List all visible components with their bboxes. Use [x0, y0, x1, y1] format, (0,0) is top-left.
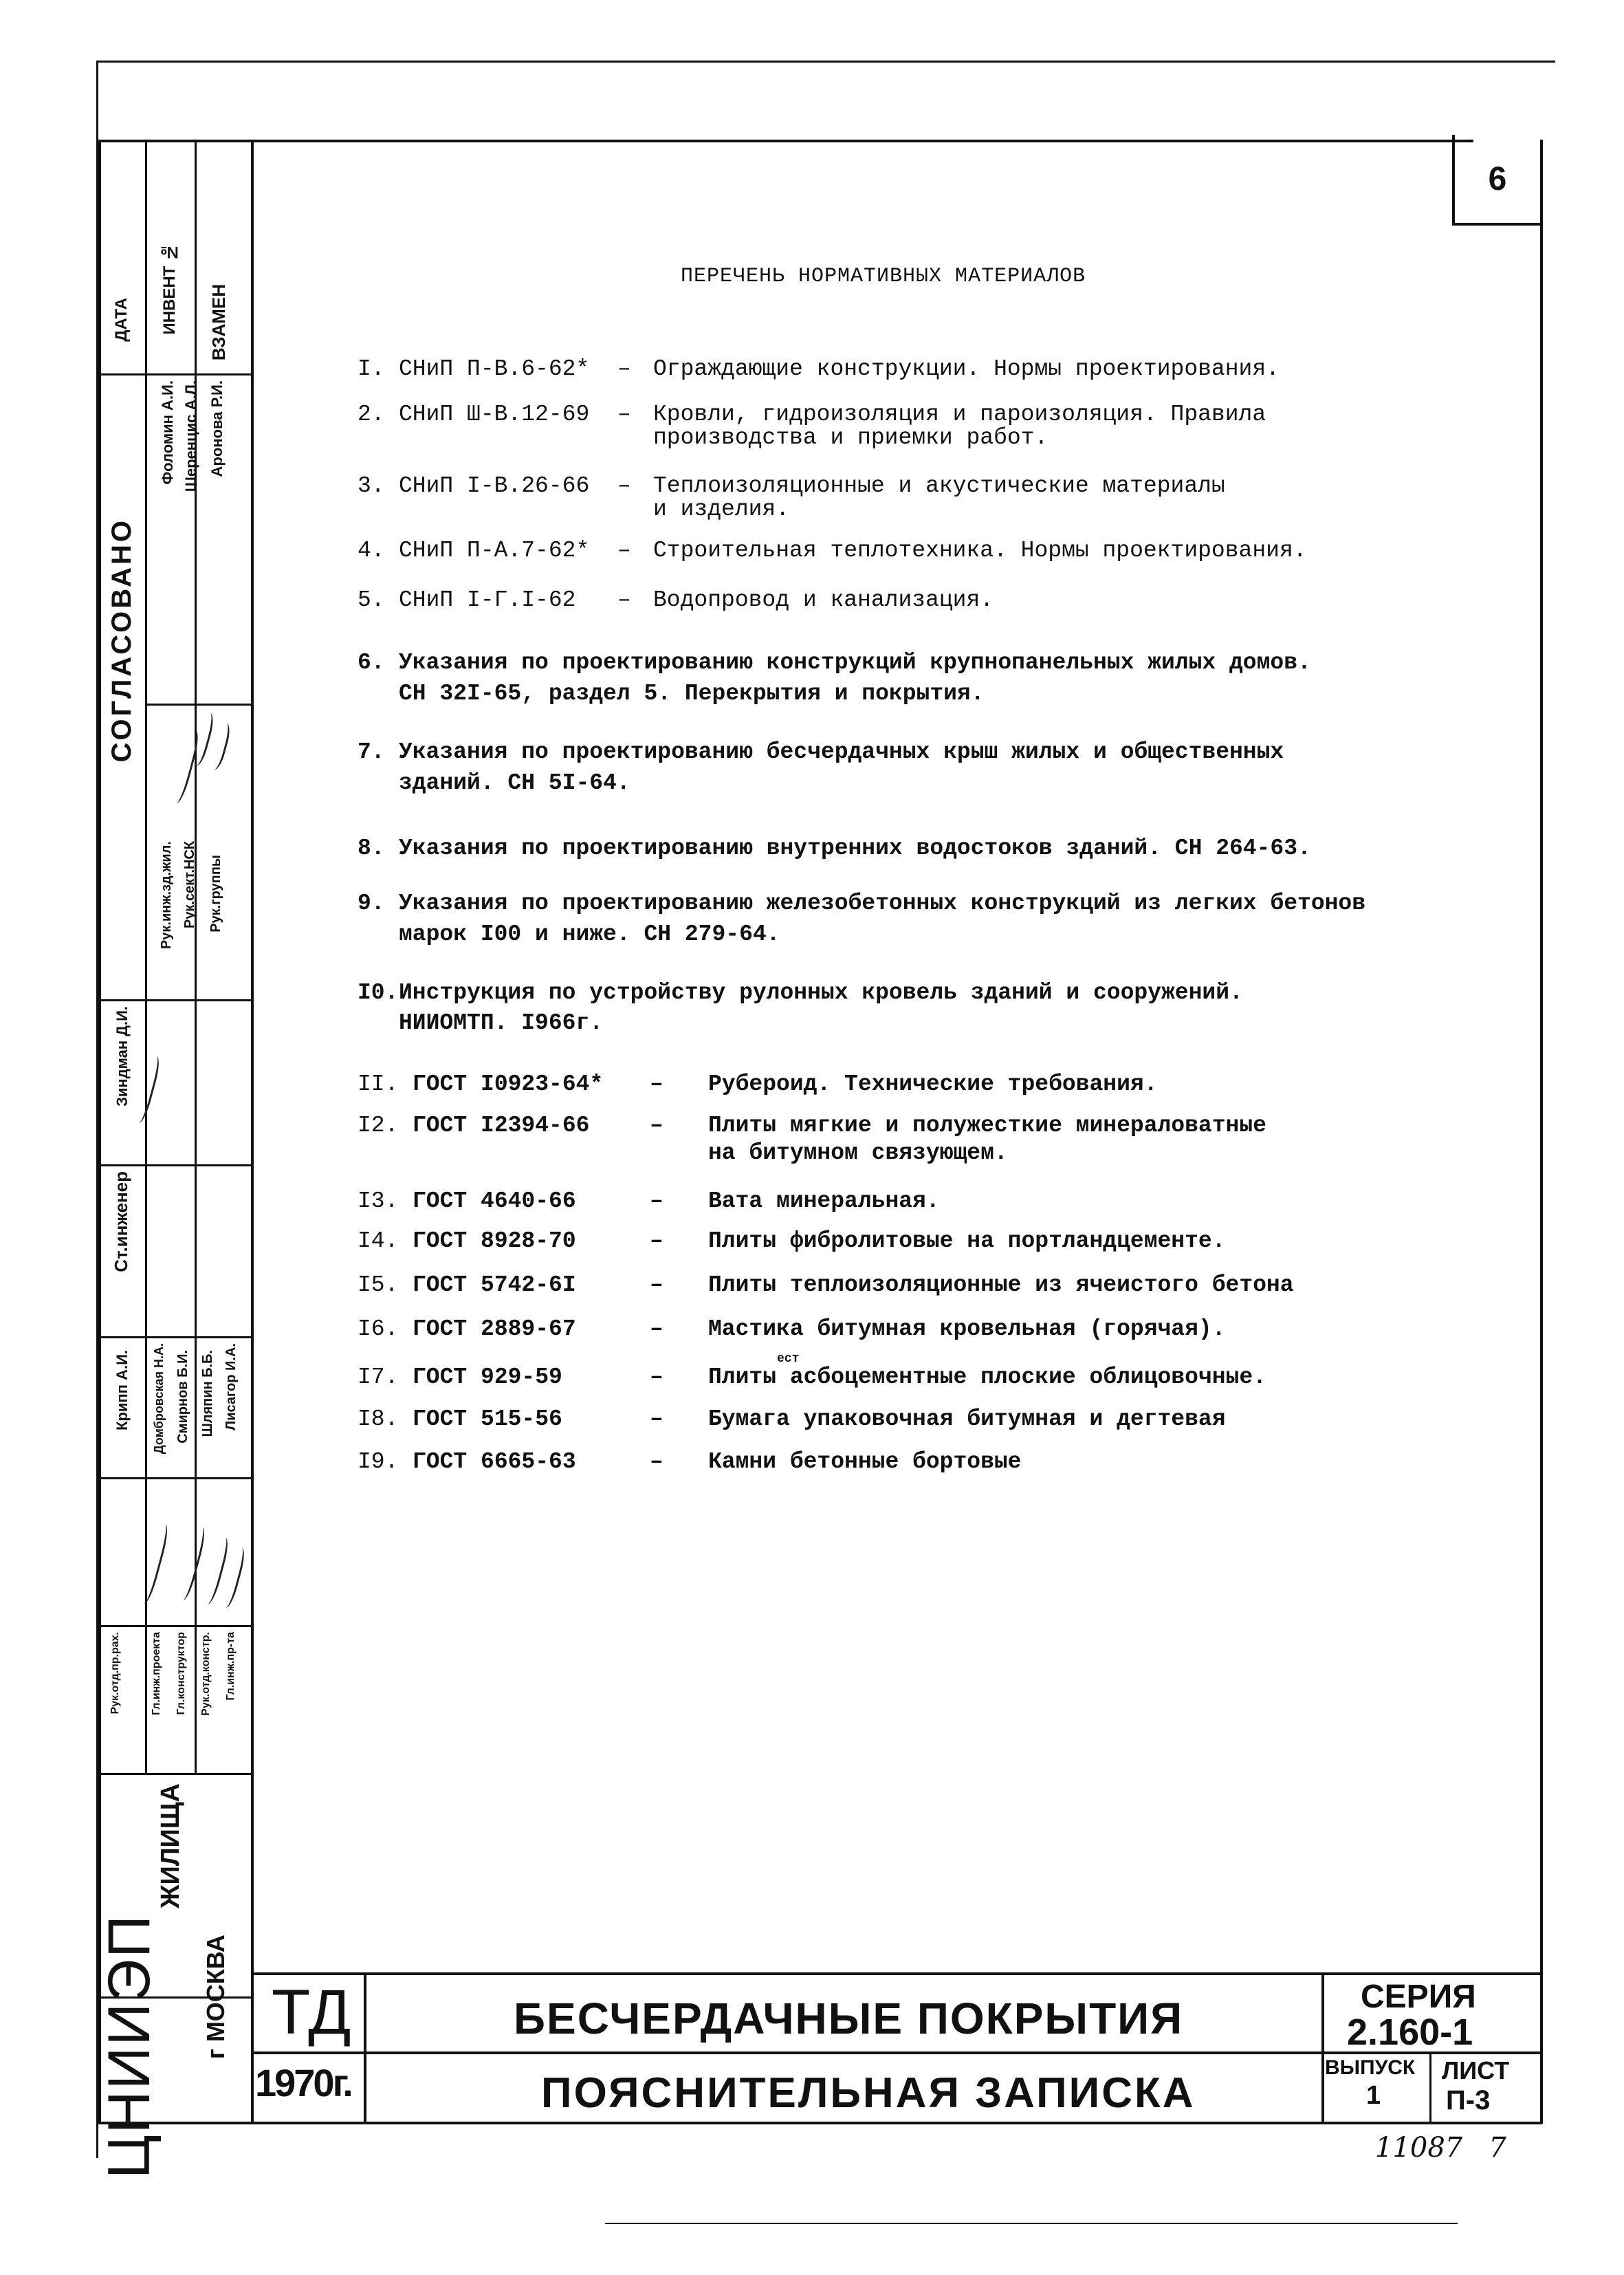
item-number: I6. — [358, 1316, 399, 1342]
item-code: ГОСТ 5742-6I — [413, 1272, 576, 1298]
list-section-b — [358, 650, 1526, 1059]
item-number: 2. — [358, 402, 385, 427]
approver-name: Фоломин А.И. — [159, 380, 176, 485]
item-line: марок I00 и ниже. СН 279-64. — [399, 922, 780, 947]
side-approval-block — [96, 140, 251, 2179]
item-number: II. — [358, 1071, 399, 1097]
approver-role: Рук.инж.зд.жил. — [159, 841, 174, 950]
item-code: СНиП I-Г.I-62 — [399, 587, 576, 613]
item-code: СНиП Ш-В.12-69 — [399, 402, 590, 427]
item-dash: – — [617, 473, 631, 499]
approver-name: Аронова Р.И. — [208, 380, 226, 477]
org-subtitle: ЖИЛИЩА — [156, 1783, 185, 1908]
vypusk-label: ВЫПУСК — [1325, 2056, 1416, 2079]
item-text: на битумном связующем. — [708, 1140, 1008, 1166]
role-label: Рук.отд.констр. — [200, 1632, 212, 1716]
item-number: I8. — [358, 1406, 399, 1432]
item-number: I7. — [358, 1364, 399, 1390]
item-line: НИИОМТП. I966г. — [399, 1010, 604, 1036]
stamp-list-divider — [1429, 2051, 1431, 2124]
item-text: и изделия. — [653, 497, 790, 522]
list-item — [358, 528, 1526, 578]
item-line: Указания по проектированию внутренних водостоков зданий. СН 264-63. — [399, 836, 1311, 861]
name-smirnov: Смирнов Б.И. — [175, 1350, 190, 1444]
list-value: П-3 — [1446, 2085, 1491, 2115]
side-col-line — [145, 140, 147, 1773]
item-number: 6. — [358, 650, 385, 675]
stamp-right-divider — [1321, 1972, 1324, 2124]
side-row-line — [98, 1336, 251, 1338]
list-item — [358, 1402, 1526, 1445]
name-shlyapin: Шляпин Б.Б. — [200, 1350, 215, 1437]
list-item — [358, 836, 1526, 891]
annotation-small: ест — [777, 1352, 800, 1366]
approver-role: Рук.группы — [208, 855, 223, 933]
header-vzamen: ВЗАМЕН — [208, 284, 229, 361]
item-number: I3. — [358, 1188, 399, 1214]
org-city: г МОСКВА — [201, 1935, 230, 2060]
item-text: Водопровод и канализация. — [653, 587, 994, 613]
item-dash: – — [650, 1406, 663, 1432]
item-number: I. — [358, 356, 385, 382]
item-dash: – — [617, 402, 631, 427]
item-text: Мастика битумная кровельная (горячая). — [708, 1316, 1226, 1342]
item-number: 3. — [358, 473, 385, 499]
item-line: Указания по проектированию железобетонных конструкций из легких бетонов — [399, 891, 1366, 916]
handwritten-number: 11087 7 — [1375, 2132, 1506, 2164]
list-item — [358, 398, 1526, 473]
chief-engineer-label: Ст.инженер — [111, 1171, 131, 1272]
item-text: Плиты фибролитовые на портландцементе. — [708, 1228, 1226, 1254]
item-line: Указания по проектированию бесчердачных крыш жилых и общественных — [399, 739, 1284, 765]
item-dash: – — [650, 1364, 663, 1390]
side-row-line — [98, 373, 251, 375]
item-dash: – — [650, 1272, 663, 1298]
name-kripp: Крипп А.И. — [113, 1350, 131, 1431]
item-line: Инструкция по устройству рулонных кровель зданий и сооружений. — [399, 980, 1243, 1005]
item-text: Бумага упаковочная битумная и дегтевая — [708, 1406, 1226, 1432]
item-line: СН 32I-65, раздел 5. Перекрытия и покрытия. — [399, 681, 985, 706]
item-code: ГОСТ 6665-63 — [413, 1449, 576, 1474]
name-dombrovskaya: Домбровская Н.А. — [152, 1343, 166, 1455]
role-label: Гл.конструктор — [175, 1632, 187, 1715]
signature — [135, 1522, 171, 1605]
item-number: 4. — [358, 538, 385, 563]
item-code: ГОСТ 929-59 — [413, 1364, 562, 1390]
header-inventory: ИНВЕНТ № — [160, 243, 179, 335]
item-text: Строительная теплотехника. Нормы проектирования. — [653, 538, 1307, 563]
side-row-line — [98, 1477, 251, 1479]
item-text: Плиты теплоизоляционные из ячеистого бетона — [708, 1272, 1294, 1298]
list-item — [358, 1228, 1526, 1272]
item-code: ГОСТ I0923-64* — [413, 1071, 604, 1097]
side-row-line — [98, 1164, 251, 1166]
item-line: Указания по проектированию конструкций крупнопанельных жилых домов. — [399, 650, 1311, 675]
list-item — [358, 650, 1526, 739]
list-item — [358, 980, 1526, 1059]
item-text: Вата минеральная. — [708, 1188, 940, 1214]
side-row-line — [98, 1625, 251, 1627]
item-text: Рубероид. Технические требования. — [708, 1071, 1158, 1097]
list-item — [358, 1071, 1526, 1113]
stamp-subtitle: ПОЯСНИТЕЛЬНАЯ ЗАПИСКА — [541, 2069, 1196, 2117]
item-dash: – — [650, 1188, 663, 1214]
item-number: I4. — [358, 1228, 399, 1254]
side-row-line — [145, 704, 251, 706]
item-number: I0. — [358, 980, 399, 1005]
side-row-line — [98, 1773, 251, 1775]
page-number: 6 — [1488, 160, 1507, 197]
stamp-year: 1970г. — [255, 2061, 351, 2104]
item-text: Ограждающие конструкции. Нормы проектирования. — [653, 356, 1280, 382]
item-code: ГОСТ 2889-67 — [413, 1316, 576, 1342]
item-code: ГОСТ 515-56 — [413, 1406, 562, 1432]
item-text: производства и приемки работ. — [653, 425, 1049, 450]
list-item — [358, 739, 1526, 836]
item-number: 7. — [358, 739, 385, 765]
item-dash: – — [650, 1228, 663, 1254]
list-item — [358, 1316, 1526, 1358]
item-code: ГОСТ 8928-70 — [413, 1228, 576, 1254]
stamp-title: БЕСЧЕРДАЧНЫЕ ПОКРЫТИЯ — [514, 1994, 1184, 2043]
item-number: I2. — [358, 1113, 399, 1138]
list-item — [358, 1188, 1526, 1228]
item-dash: – — [617, 356, 631, 382]
list-item — [358, 473, 1526, 528]
item-code: СНиП П-А.7-62* — [399, 538, 590, 563]
side-row-line — [98, 999, 251, 1001]
page-number-box — [1452, 135, 1540, 226]
item-text: Камни бетонные бортовые — [708, 1449, 1022, 1474]
title-block — [252, 1972, 1541, 2124]
item-code: СНиП П-В.6-62* — [399, 356, 590, 382]
item-dash: – — [650, 1071, 663, 1097]
stamp-td: ТД — [272, 1977, 351, 2047]
list-item — [358, 1445, 1526, 1486]
item-number: I5. — [358, 1272, 399, 1298]
list-item — [358, 356, 1526, 398]
bottom-stray-line — [605, 2223, 1458, 2224]
item-number: 5. — [358, 587, 385, 613]
frame-top-line — [96, 61, 1555, 63]
stamp-top-line — [252, 1972, 1541, 1975]
item-number: 9. — [358, 891, 385, 916]
role-label: Рук.отд.пр.рах. — [109, 1632, 121, 1715]
inner-left-line — [251, 140, 254, 2124]
agreed-label: СОГЛАСОВАНО — [107, 518, 137, 763]
role-label: Гл.инж.проекта — [151, 1632, 162, 1716]
name-zindman: Зиндман Д.И. — [113, 1006, 131, 1107]
item-code: СНиП I-В.26-66 — [399, 473, 590, 499]
document-title: ПЕРЕЧЕНЬ НОРМАТИВНЫХ МАТЕРИАЛОВ — [681, 265, 1086, 288]
item-dash: – — [650, 1449, 663, 1474]
list-section-a — [358, 356, 1526, 626]
list-section-c — [358, 1071, 1526, 1486]
item-code: ГОСТ 4640-66 — [413, 1188, 576, 1214]
item-dash: – — [617, 587, 631, 613]
role-label: Гл.инж.пр-та — [225, 1632, 237, 1701]
stamp-left-divider — [364, 1972, 366, 2124]
item-number: 8. — [358, 836, 385, 861]
vypusk-value: 1 — [1366, 2081, 1381, 2110]
item-number: I9. — [358, 1449, 399, 1474]
list-item — [358, 1113, 1526, 1188]
list-item — [358, 1272, 1526, 1316]
list-item — [358, 891, 1526, 980]
list-item — [358, 1352, 1526, 1402]
seria-label: СЕРИЯ — [1361, 1979, 1476, 2015]
list-item — [358, 578, 1526, 626]
approver-name: Шеренцис А.Л. — [182, 380, 199, 492]
item-text: Кровли, гидроизоляция и пароизоляция. Правила — [653, 402, 1266, 427]
item-dash: – — [650, 1113, 663, 1138]
seria-value: 2.160-1 — [1347, 2012, 1473, 2053]
list-label: ЛИСТ — [1442, 2056, 1510, 2084]
approver-role: Рук.сект.НСК — [182, 841, 197, 928]
item-text: Теплоизоляционные и акустические материалы — [653, 473, 1225, 499]
item-line: зданий. СН 5I-64. — [399, 770, 630, 796]
item-dash: – — [650, 1316, 663, 1342]
name-lisagor: Лисагор И.А. — [223, 1343, 239, 1430]
item-text: Плиты асбоцементные плоские облицовочные. — [708, 1364, 1266, 1390]
item-code: ГОСТ I2394-66 — [413, 1113, 590, 1138]
item-text: Плиты мягкие и полужесткие минераловатные — [708, 1113, 1266, 1138]
inner-right-line — [1540, 140, 1543, 2124]
header-date: ДАТА — [112, 298, 131, 342]
inner-top-line — [98, 140, 1473, 142]
org-logo: ЦНИИЭП — [96, 1914, 162, 2179]
item-dash: – — [617, 538, 631, 563]
